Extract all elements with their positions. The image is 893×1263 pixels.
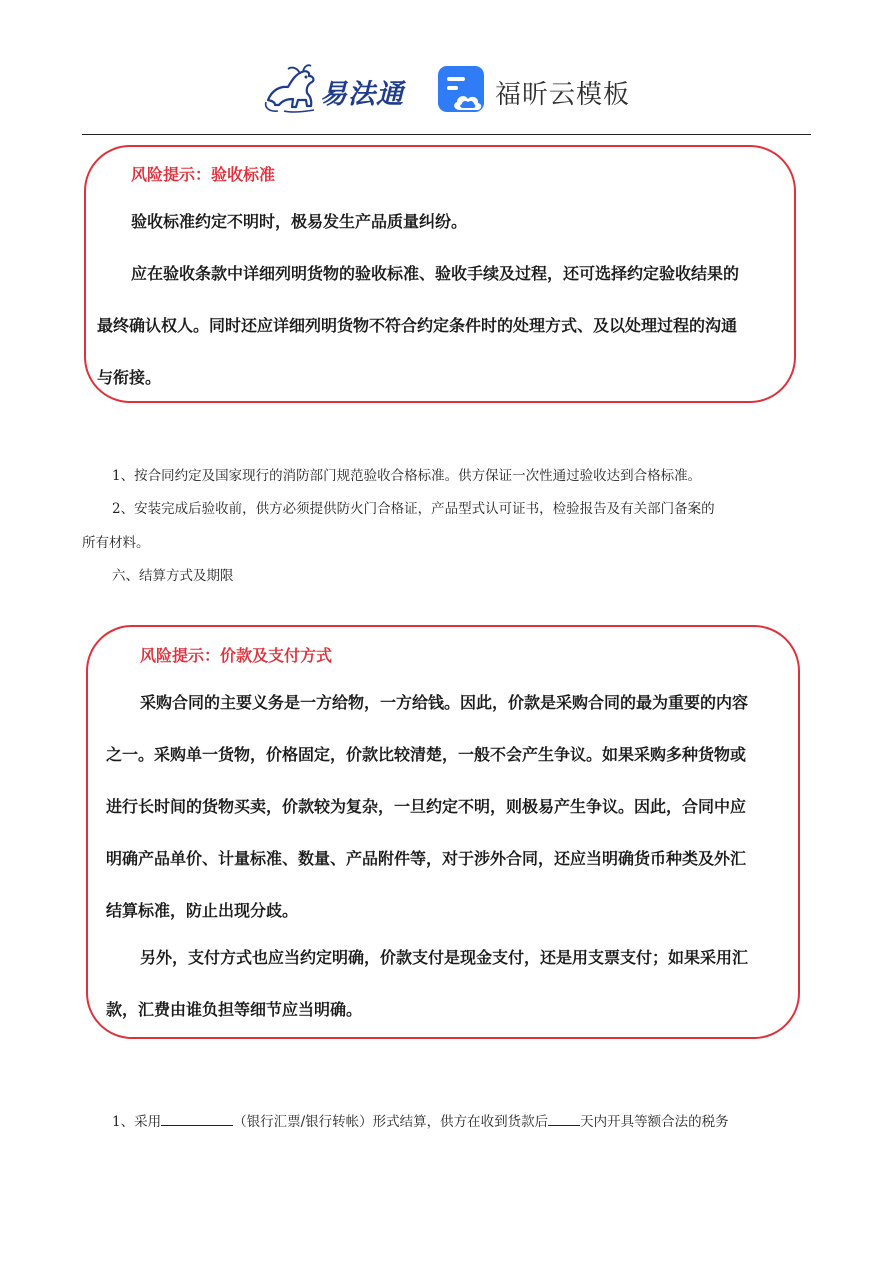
- page-header: [0, 58, 893, 120]
- risk-tip-paragraph: 应在验收条款中详细列明货物的验收标准、验收手续及过程，还可选择约定验收结果的: [131, 264, 740, 283]
- risk-tip-paragraph: 最终确认权人。同时还应详细列明货物不符合约定条件时的处理方式、及以处理过程的沟通: [97, 316, 738, 335]
- blank-fill-line: [161, 1112, 233, 1126]
- risk-tip-paragraph: 结算标准，防止出现分歧。: [106, 901, 299, 920]
- clause-item-1: 1、按合同约定及国家现行的消防部门规范验收合格标准。供方保证一次性通过验收达到合格标准。: [112, 468, 702, 484]
- clause-item-2-continued: 所有材料。: [82, 535, 150, 551]
- risk-tip-paragraph: 采购合同的主要义务是一方给物，一方给钱。因此，价款是采购合同的最为重要的内容: [140, 693, 749, 712]
- settlement-clause-1: [112, 1110, 729, 1130]
- blank-fill-line: [548, 1112, 580, 1126]
- foxit-brand-text: 福昕云模板: [495, 80, 631, 110]
- risk-tip-title: 风险提示：价款及支付方式: [140, 646, 333, 665]
- risk-tip-paragraph: 另外，支付方式也应当约定明确，价款支付是现金支付，还是用支票支付；如果采用汇: [140, 948, 749, 967]
- document-cloud-icon: [436, 64, 488, 116]
- risk-tip-paragraph: 明确产品单价、计量标准、数量、产品附件等，对于涉外合同，还应当明确货币种类及外汇: [106, 849, 747, 868]
- risk-tip-paragraph: 款，汇费由谁负担等细节应当明确。: [106, 1000, 363, 1019]
- risk-tip-paragraph: 进行长时间的货物买卖，价款较为复杂，一旦约定不明，则极易产生争议。因此，合同中应: [106, 797, 747, 816]
- header-divider: [82, 134, 811, 135]
- qilin-mascot-icon: [262, 60, 322, 118]
- risk-tip-title: 风险提示：验收标准: [131, 165, 276, 184]
- risk-tip-paragraph: 之一。采购单一货物，价格固定，价款比较清楚，一般不会产生争议。如果采购多种货物或: [106, 745, 747, 764]
- foxit-cloud-template-logo: [436, 64, 656, 116]
- section-heading-settlement: 六、结算方式及期限: [112, 568, 234, 584]
- clause-text: 天内开具等额合法的税务: [580, 1114, 729, 1130]
- risk-tip-paragraph: 与衔接。: [97, 368, 162, 387]
- clause-text: （银行汇票/银行转帐）形式结算，供方在收到货款后: [233, 1114, 549, 1130]
- clause-item-2: 2、安装完成后验收前，供方必须提供防火门合格证，产品型式认可证书，检验报告及有关部门备案的: [112, 501, 715, 517]
- yifatong-logo: [262, 60, 417, 118]
- clause-text: 1、采用: [112, 1114, 162, 1130]
- risk-tip-paragraph: 验收标准约定不明时，极易发生产品质量纠纷。: [131, 212, 468, 231]
- yifatong-brand-text: 易法通: [320, 79, 404, 110]
